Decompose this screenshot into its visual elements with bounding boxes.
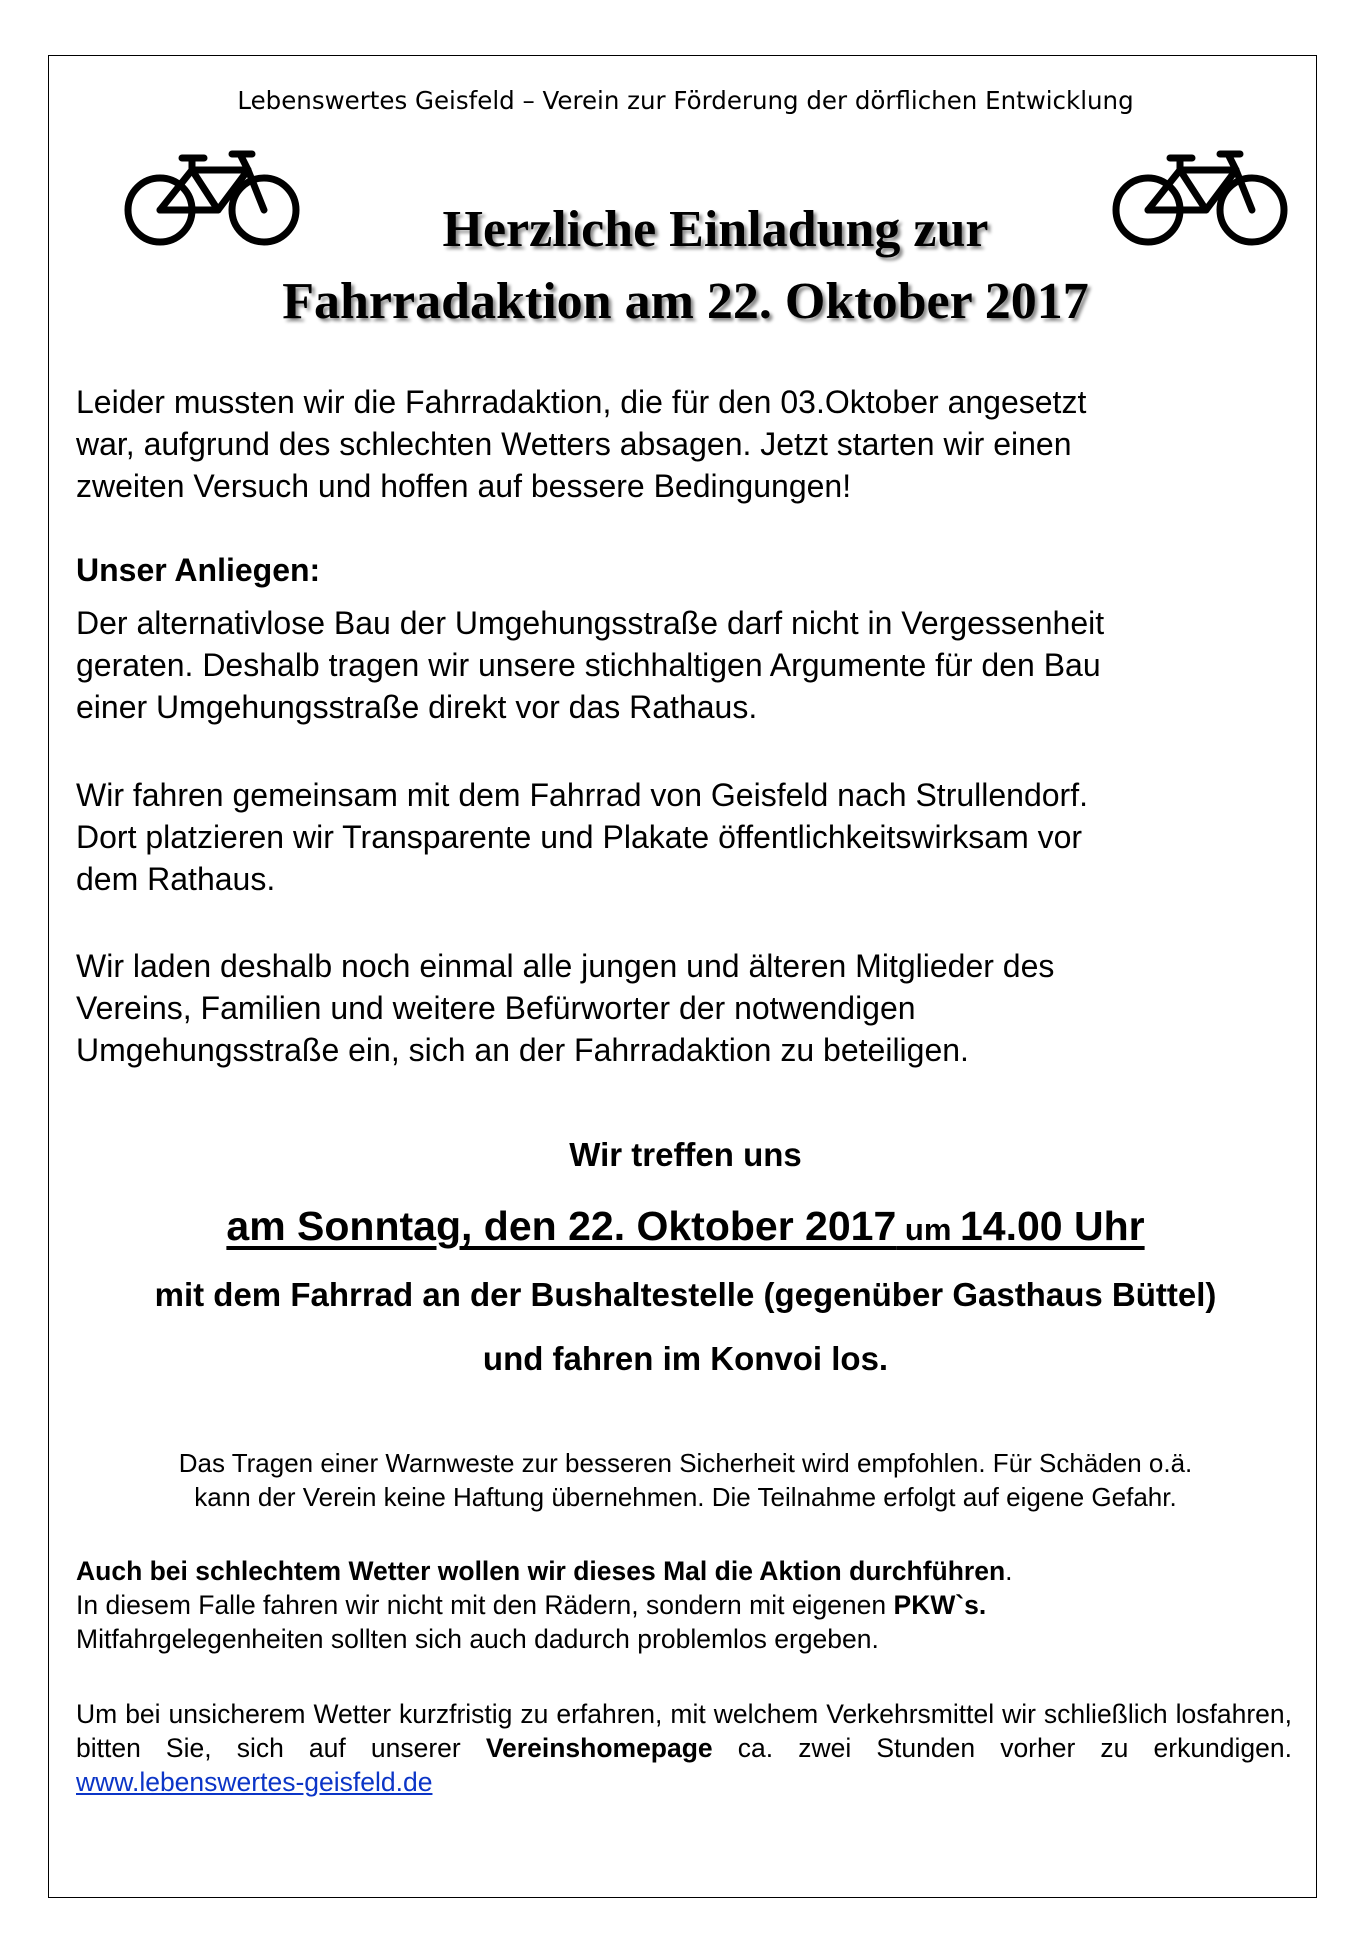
text-line: kann der Verein keine Haftung übernehmen. Die Teilnahme erfolgt auf eigene Gefahr. [194,1482,1177,1512]
homepage-bold: Vereinshomepage [485,1733,713,1763]
homepage-text-mid: ca. zwei Stunden vorher zu erkundigen. [712,1733,1292,1763]
text-line: geraten. Deshalb tragen wir unsere stichhaltigen Argumente für den Bau [76,647,1101,683]
meeting-time: 14.00 Uhr [960,1203,1145,1249]
text-line: Leider mussten wir die Fahrradaktion, die für den 03.Oktober angesetzt [76,384,1087,420]
homepage-paragraph [76,1697,1292,1799]
text-line: zweiten Versuch und hoffen auf bessere Bedingungen! [76,468,852,504]
meeting-location: mit dem Fahrrad an der Bushaltestelle (gegenüber Gasthaus Büttel) [154,1276,1217,1313]
text-line: Vereins, Familien und weitere Befürworter der notwendigen [76,990,916,1026]
safety-notice [0,1446,1371,1514]
meeting-date [0,1203,1371,1250]
homepage-text-start: Um bei unsicherem Wetter kurzfristig zu erfahren, mit welchem Verkehrsmittel wir schließlich losfahren, bitten Sie, sich auf unserer [76,1699,1292,1763]
title-line-1: Herzliche Einladung zur [442,201,989,258]
text-line: Umgehungsstraße ein, sich an der Fahrradaktion zu beteiligen. [76,1032,969,1068]
text-line: Dort platzieren wir Transparente und Plakate öffentlichkeitswirksam vor [76,819,1083,855]
meeting-intro: Wir treffen uns [569,1136,802,1173]
text-line: Wir fahren gemeinsam mit dem Fahrrad von Geisfeld nach Strullendorf. [76,777,1088,813]
anliegen-paragraph-2 [76,774,1316,900]
anliegen-heading: Unser Anliegen: [76,552,321,588]
text-line: Der alternativlose Bau der Umgehungsstraße darf nicht in Vergessenheit [76,605,1105,641]
bad-weather-line-3: Mitfahrgelegenheiten sollten sich auch dadurch problemlos ergeben. [76,1624,879,1654]
text-line: Wir laden deshalb noch einmal alle jungen und älteren Mitglieder des [76,948,1055,984]
bad-weather-paragraph [76,1554,1292,1656]
text-line: einer Umgehungsstraße direkt vor das Rathaus. [76,689,758,725]
anliegen-paragraph-1 [76,602,1316,728]
text-line: war, aufgrund des schlechten Wetters absagen. Jetzt starten wir einen [76,426,1072,462]
meeting-departure: und fahren im Konvoi los. [482,1340,889,1377]
intro-paragraph [76,381,1316,507]
pkw-bold: PKW`s. [893,1590,987,1620]
meeting-date-text: am Sonntag, den 22. Oktober 2017 [226,1203,897,1249]
bad-weather-period: . [1005,1556,1013,1586]
text-line: Das Tragen einer Warnweste zur besseren Sicherheit wird empfohlen. Für Schäden o.ä. [178,1448,1193,1478]
text-line: dem Rathaus. [76,861,276,897]
homepage-link[interactable]: www.lebenswertes-geisfeld.de [76,1767,433,1797]
meeting-um: um [896,1212,960,1247]
title-line-2: Fahrradaktion am 22. Oktober 2017 [282,273,1089,330]
bad-weather-bold: Auch bei schlechtem Wetter wollen wir dieses Mal die Aktion durchführen [76,1556,1006,1586]
anliegen-paragraph-3 [76,945,1316,1071]
organization-header: Lebenswertes Geisfeld – Verein zur Förderung der dörflichen Entwicklung [237,86,1134,115]
bad-weather-line-2: In diesem Falle fahren wir nicht mit den Rädern, sondern mit eigenen [76,1590,894,1620]
